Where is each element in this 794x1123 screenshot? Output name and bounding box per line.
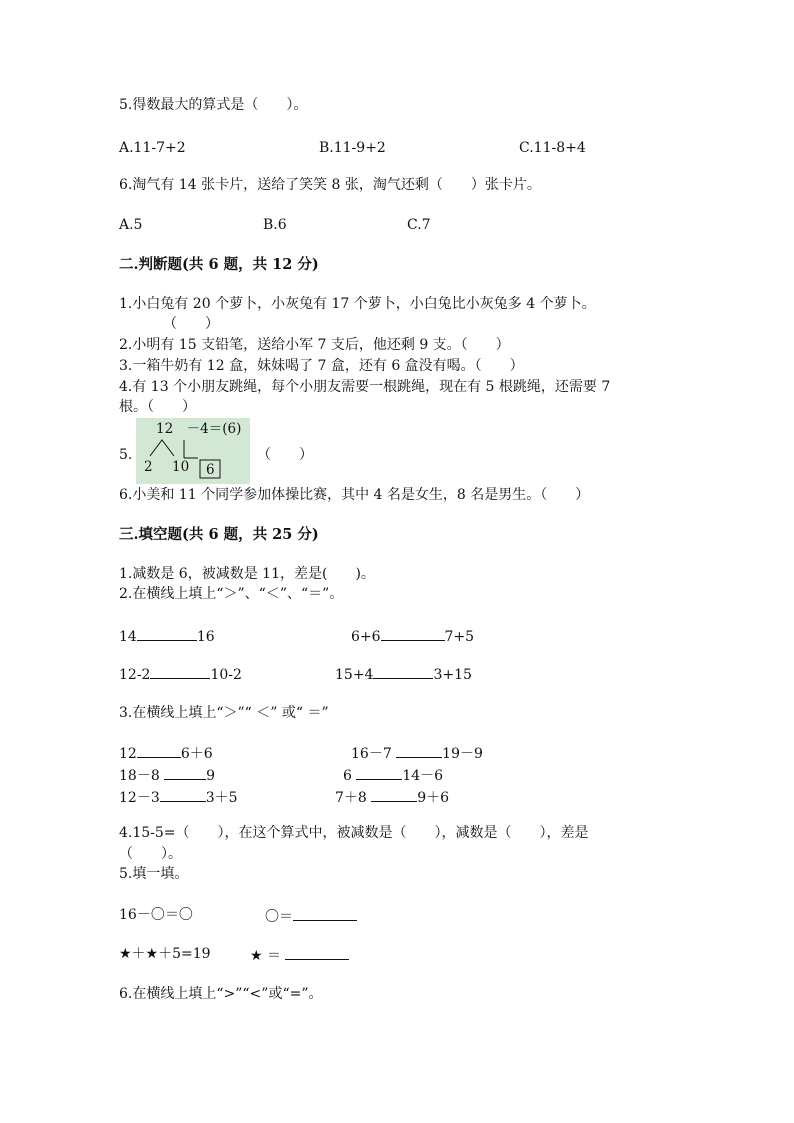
compare-row (119, 765, 215, 785)
compare-row (335, 664, 472, 684)
decomposition-figure (136, 418, 250, 484)
answer-blank[interactable] (293, 906, 357, 921)
compare-row (119, 664, 242, 684)
compare-right: 14－6 (402, 768, 444, 784)
fill-item-6: 6.在横线上填上“>”“<”或“=”。 (119, 986, 323, 1002)
figure-equation: 12 －4＝(6) (156, 421, 242, 437)
judge-item-1-paren: （ ） (163, 316, 219, 332)
compare-row (351, 743, 483, 763)
option-a: A.11-7+2 (119, 140, 186, 156)
compare-right: 3+15 (433, 667, 472, 683)
compare-left: 6+6 (351, 629, 381, 645)
fill-row (250, 945, 349, 965)
compare-right: 9 (206, 768, 216, 784)
question-5-stem: 5.得数最大的算式是（ ）。 (119, 97, 308, 113)
fill-expression: 16－〇＝〇 (119, 907, 193, 923)
compare-left: 18－8 (119, 768, 165, 784)
compare-row (119, 626, 215, 646)
answer-blank[interactable] (371, 787, 417, 802)
compare-row (343, 765, 443, 785)
compare-right: 10-2 (210, 667, 242, 683)
fill-label: 〇＝ (265, 909, 293, 925)
fill-row (265, 906, 357, 926)
compare-right: 6＋6 (180, 746, 213, 762)
compare-row (119, 743, 213, 763)
option-b: B.6 (263, 217, 287, 233)
judge-item-5-paren: （ ） (257, 447, 313, 463)
judge-item-1: 1.小白兔有 20 个萝卜，小灰兔有 17 个萝卜，小白兔比小灰兔多 4 个萝卜。 (119, 296, 596, 312)
figure-part-left: 2 (144, 459, 153, 475)
fill-item-1: 1.减数是 6，被减数是 11，差是( )。 (119, 566, 375, 582)
answer-blank[interactable] (137, 743, 181, 758)
option-b: B.11-9+2 (319, 140, 386, 156)
figure-box-value: 6 (206, 462, 215, 478)
compare-left: 16－7 (351, 746, 397, 762)
judge-item-5-number: 5. (119, 447, 133, 463)
compare-row (335, 787, 449, 807)
figure-part-mid: 10 (172, 459, 190, 475)
compare-row (351, 626, 474, 646)
compare-row (119, 787, 238, 807)
judge-item-2: 2.小明有 15 支铅笔，送给小军 7 支后，他还剩 9 支。（ ） (119, 337, 510, 353)
compare-right: 3＋5 (205, 790, 238, 806)
answer-blank[interactable] (396, 743, 442, 758)
fill-label: ★ ＝ (250, 948, 282, 964)
fill-item-5-stem: 5.填一填。 (119, 866, 189, 882)
answer-blank[interactable] (373, 664, 433, 679)
fill-item-4: 4.15-5=（ ），在这个算式中，被减数是（ ），减数是（ ），差是 (119, 825, 589, 841)
compare-right: 19－9 (442, 746, 483, 762)
answer-blank[interactable] (150, 664, 210, 679)
option-c: C.7 (407, 217, 431, 233)
compare-left: 14 (119, 629, 137, 645)
answer-blank[interactable] (160, 787, 206, 802)
answer-blank[interactable] (356, 765, 402, 780)
compare-left: 12-2 (119, 667, 151, 683)
fill-expression: ★＋★＋5=19 (119, 946, 211, 962)
judge-item-6: 6.小美和 11 个同学参加体操比赛，其中 4 名是女生，8 名是男生。（ ） (119, 487, 590, 503)
option-c: C.11-8+4 (519, 140, 586, 156)
section-heading: 二.判断题(共 6 题，共 12 分) (119, 256, 319, 273)
compare-right: 16 (196, 629, 215, 645)
section-heading: 三.填空题(共 6 题，共 25 分) (119, 526, 319, 543)
fill-item-4-cont: （ ）。 (119, 846, 182, 862)
judge-item-4-cont: 根。（ ） (119, 399, 196, 415)
compare-left: 12 (119, 746, 137, 762)
compare-left: 6 (343, 768, 357, 784)
question-6-stem: 6.淘气有 14 张卡片，送给了笑笑 8 张，淘气还剩（ ）张卡片。 (119, 177, 541, 193)
answer-blank[interactable] (137, 626, 197, 641)
fill-item-2-stem: 2.在横线上填上“＞”、“＜”、“＝”。 (119, 586, 344, 602)
option-a: A.5 (119, 217, 143, 233)
judge-item-4: 4.有 13 个小朋友跳绳，每个小朋友需要一根跳绳，现在有 5 根跳绳，还需要 7 (119, 379, 611, 395)
fill-item-3-stem: 3.在横线上填上“＞”“ ＜” 或“ ＝” (119, 705, 329, 721)
answer-blank[interactable] (381, 626, 445, 641)
compare-right: 9＋6 (417, 790, 450, 806)
judge-item-3: 3.一箱牛奶有 12 盒，妹妹喝了 7 盒，还有 6 盒没有喝。（ ） (119, 358, 524, 374)
compare-left: 12－3 (119, 790, 160, 806)
compare-left: 15+4 (335, 667, 374, 683)
compare-left: 7＋8 (335, 790, 372, 806)
answer-blank[interactable] (285, 945, 349, 960)
answer-blank[interactable] (164, 765, 206, 780)
compare-right: 7+5 (444, 629, 475, 645)
